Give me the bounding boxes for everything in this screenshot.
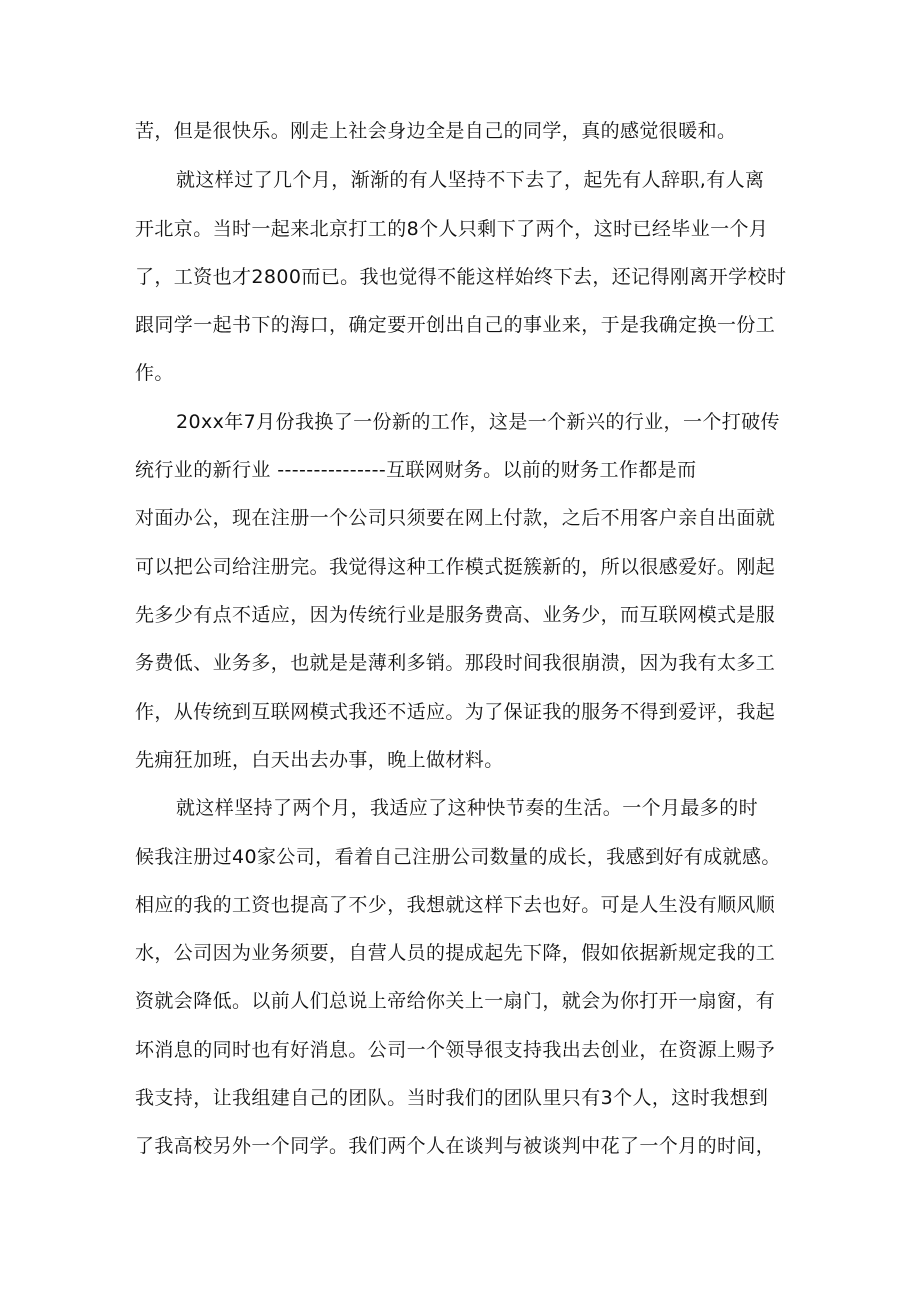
text-line: 先痈狂加班，白天出去办事，晚上做材料。: [135, 749, 504, 771]
text-line: 先多少有点不适应，因为传统行业是服务费高、业务少，而互联网模式是服: [135, 604, 776, 626]
text-line: 作。: [135, 362, 174, 384]
text-line: 资就会降低。以前人们总说上帝给你关上一扇门，就会为你打开一扇窗，有: [135, 990, 776, 1012]
text-line: 苦，但是很快乐。刚走上社会身边全是自己的同学，真的感觉很暖和。: [135, 120, 737, 142]
text-line: 了，工资也才2800而已。我也觉得不能这样始终下去，还记得刚离开学校时: [135, 266, 787, 288]
text-line: 开北京。当时一起来北京打工的8个人只剩下了两个，这时已经毕业一个月: [135, 218, 769, 240]
text-line: 对面办公，现在注册一个公司只须要在网上付款，之后不用客户亲自出面就: [135, 507, 776, 529]
text-line: 就这样坚持了两个月，我适应了这种快节奏的生活。一个月最多的时: [176, 797, 759, 819]
text-line: 相应的我的工资也提高了不少，我想就这样下去也好。可是人生没有顺风顺: [135, 894, 776, 916]
text-line: 水，公司因为业务须要，自营人员的提成起先下降，假如依据新规定我的工: [135, 942, 776, 964]
text-line: 就这样过了几个月，渐渐的有人坚持不下去了，起先有人辞职,有人离: [176, 169, 765, 191]
text-line: 候我注册过40家公司，看着自己注册公司数量的成长，我感到好有成就感。: [135, 846, 781, 868]
text-line: 作，从传统到互联网模式我还不适应。为了保证我的服务不得到爱评，我起: [135, 701, 776, 723]
text-line: 了我高校另外一个同学。我们两个人在谈判与被谈判中花了一个月的时间，: [135, 1135, 776, 1157]
text-line: 我支持，让我组建自己的团队。当时我们的团队里只有3个人，这时我想到: [135, 1087, 769, 1109]
text-line: 坏消息的同时也有好消息。公司一个领导很支持我出去创业，在资源上赐予: [135, 1039, 776, 1061]
text-line: 可以把公司给注册完。我觉得这种工作模式挺簇新的，所以很感爱好。刚起: [135, 556, 776, 578]
text-line: 跟同学一起书下的海口，确定要开创出自己的事业来，于是我确定换一份工: [135, 314, 776, 336]
text-line: 20xx年7月份我换了一份新的工作，这是一个新兴的行业，一个打破传: [176, 411, 780, 433]
text-line: 统行业的新行业 ---------------互联网财务。以前的财务工作都是而: [135, 459, 697, 481]
text-line: 务费低、业务多，也就是是薄利多销。那段时间我很崩溃，因为我有太多工: [135, 652, 776, 674]
